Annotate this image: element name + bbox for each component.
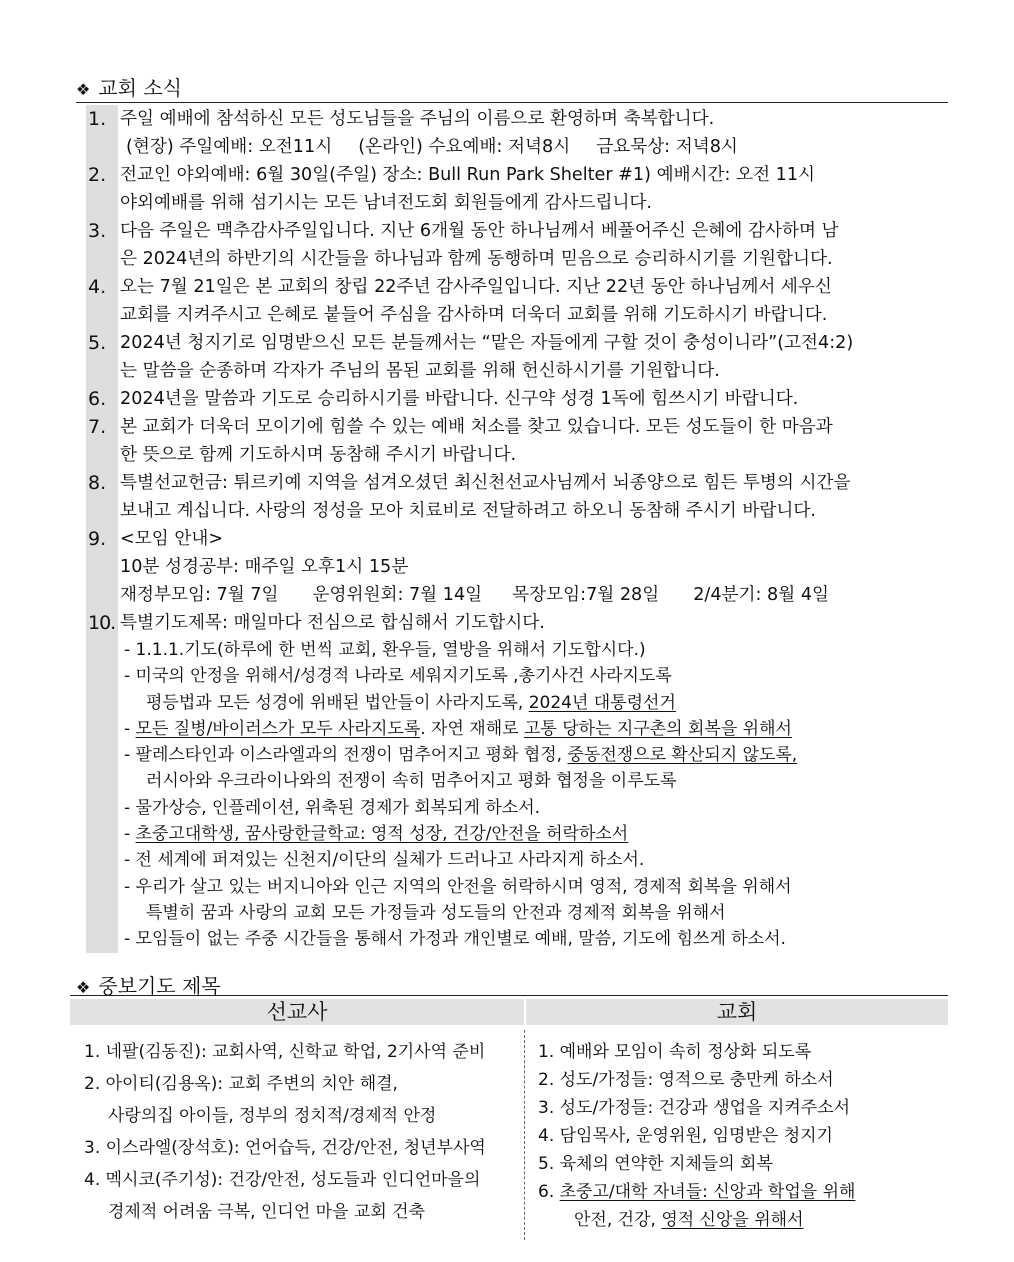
column-divider xyxy=(524,1030,525,1240)
list-item: 4. 담임목사, 운영위원, 임명받은 청지기 xyxy=(538,1126,833,1146)
missionary-list xyxy=(84,1038,520,1226)
church-header: 교회 xyxy=(526,999,948,1025)
list-item: 6. 2024년을 말씀과 기도로 승리하시기를 바랍니다. 신구약 성경 1독에 힘쓰시기 바랍니다. xyxy=(86,385,948,413)
list-item: 2. 아이티(김용옥): 교회 주변의 치안 해결, 사랑의집 아이들, 정부의 정치적/경제적 안정 xyxy=(84,1074,437,1126)
list-item: 4. 오는 7월 21일은 본 교회의 창립 22주년 감사주일입니다. 지난 22년 동안 하나님께서 세우신 교회를 지켜주시고 은혜로 붙들어 주심을 감사하며 더욱더 교회를 위해 기도하시기 바랍니다. xyxy=(86,273,948,329)
list-item: 10. 특별기도제목: 매일마다 전심으로 합심해서 기도합시다. - 1.1.1.기도(하루에 한 번씩 교회, 환우들, 열방을 위해서 기도합시다.) - 미국의 안정을 위해서/성경적 나라로 세워지기도록 ,총기사건 사라지도록 평등법과 모든 성경에 위배된 법안들이 사라지도록, 2024년 대통령선거 - 모든 질병/바이러스가 모두 사라지도록. 자연 재해로 고통 당하는 지구촌의 회복을 위해서 - 팔레스타인과 이스라엘과의 전쟁이 멈추어지고 평화 협정, 중동전쟁으로 확산되지 않도록, 러시아와 우크라이나와의 전쟁이 속히 멈추어지고 평화 협정을 이루도록 - 물가상승, 인플레이션, 위축된 경제가 회복되게 하소서. - 초중고대학생, 꿈사랑한글학교: 영적 성장, 건강/안전을 허락하소서 - 전 세계에 퍼져있는 신천지/이단의 실체가 드러나고 사라지게 하소서. - 우리가 살고 있는 버지니아와 인근 지역의 안전을 허락하시며 영적, 경제적 회복을 위해서 특별히 꿈과 사랑의 교회 모든 가정들과 성도들의 안전과 경제적 회복을 위해서 - 모임들이 없는 주중 시간들을 통해서 가정과 개인별로 예배, 말씀, 기도에 힘쓰게 하소서. xyxy=(86,609,948,953)
list-item: 3. 다음 주일은 맥추감사주일입니다. 지난 6개월 동안 하나님께서 베풀어주신 은혜에 감사하며 남 은 2024년의 하반기의 시간들을 하나님과 함께 동행하며 믿음으로 승리하시기를 기원합니다. xyxy=(86,217,948,273)
list-item: 3. 성도/가정들: 건강과 생업을 지켜주소서 xyxy=(538,1098,851,1118)
list-item: 7. 본 교회가 더욱더 모이기에 힘쓸 수 있는 예배 처소를 찾고 있습니다. 모든 성도들이 한 마음과 한 뜻으로 함께 기도하시며 동참해 주시기 바랍니다. xyxy=(86,413,948,469)
prayer-list: - 1.1.1.기도(하루에 한 번씩 교회, 환우들, 열방을 위해서 기도합시다.) - 미국의 안정을 위해서/성경적 나라로 세워지기도록 ,총기사건 사라지도록 평등법과 모든 성경에 위배된 법안들이 사라지도록, 2024년 대통령선거 - 모든 질병/바이러스가 모두 사라지도록. 자연 재해로 고통 당하는 지구촌의 회복을 위해서 - 팔레스타인과 이스라엘과의 전쟁이 멈추어지고 평화 협정, 중동전쟁으로 확산되지 않도록, 러시아와 우크라이나와의 전쟁이 속히 멈추어지고 평화 협정을 이루도록 - 물가상승, 인플레이션, 위축된 경제가 회복되게 하소서. - 초중고대학생, 꿈사랑한글학교: 영적 성장, 건강/안전을 허락하소서 - 전 세계에 퍼져있는 신천지/이단의 실체가 드러나고 사라지게 하소서. - 우리가 살고 있는 버지니아와 인근 지역의 안전을 허락하시며 영적, 경제적 회복을 위해서 특별히 꿈과 사랑의 교회 모든 가정들과 성도들의 안전과 경제적 회복을 위해서 - 모임들이 없는 주중 시간들을 통해서 가정과 개인별로 예배, 말씀, 기도에 힘쓰게 하소서. xyxy=(124,640,798,950)
list-item: 3. 이스라엘(장석호): 언어습득, 건강/안전, 청년부사역 xyxy=(84,1138,486,1158)
missionary-header: 선교사 xyxy=(70,999,524,1025)
list-item: 2. 성도/가정들: 영적으로 충만케 하소서 xyxy=(538,1070,834,1090)
news-list xyxy=(86,105,948,953)
meeting-schedule: 재정부모임: 7월 7일 운영위원회: 7월 14일 목장모임:7월 28일 2/4분기: 8월 4일 xyxy=(120,585,830,605)
divider xyxy=(70,995,948,996)
divider xyxy=(76,102,948,103)
section-title-intercession: ❖ 중보기도 제목 xyxy=(76,974,221,998)
list-item: 9. <모임 안내> 10분 성경공부: 매주일 오후1시 15분 재정부모임: 7월 7일 운영위원회: 7월 14일 목장모임:7월 28일 2/4분기: 8월 4일 xyxy=(86,525,948,609)
worship-schedule: (현장) 주일예배: 오전11시 (온라인) 수요예배: 저녁8시 금요묵상: 저녁8시 xyxy=(126,137,738,157)
list-item: 1. 네팔(김동진): 교회사역, 신학교 학업, 2기사역 준비 xyxy=(84,1042,486,1062)
list-item: 4. 멕시코(주기성): 건강/안전, 성도들과 인디언마을의 경제적 어려움 극복, 인디언 마을 교회 건축 xyxy=(84,1170,481,1222)
list-item: 2. 전교인 야외예배: 6월 30일(주일) 장소: Bull Run Park Shelter #1) 예배시간: 오전 11시 야외예배를 위해 섬기시는 모든 남녀전도회 회원들에게 감사드립니다. xyxy=(86,161,948,217)
diamond-bullet-icon: ❖ xyxy=(76,978,91,997)
list-item: 5. 2024년 청지기로 임명받으신 모든 분들께서는 “맡은 자들에게 구할 것이 충성이니라”(고전4:2) 는 말씀을 순종하며 각자가 주님의 몸된 교회를 위해 헌신하시기를 기원합니다. xyxy=(86,329,948,385)
church-list: 1. 예배와 모임이 속히 정상화 되도록 2. 성도/가정들: 영적으로 충만케 하소서 3. 성도/가정들: 건강과 생업을 지켜주소서 4. 담임목사, 운영위원, 임명받은 청지기 5. 육체의 연약한 지체들의 회복 6. 초중고/대학 자녀들: 신앙과 학업을 위해 안전, 건강, 영적 신앙을 위해서 xyxy=(538,1038,948,1234)
list-item: 1. 예배와 모임이 속히 정상화 되도록 xyxy=(538,1042,812,1062)
section-title-news: ❖ 교회 소식 xyxy=(76,76,182,100)
list-item: 1. 주일 예배에 참석하신 모든 성도님들을 주님의 이름으로 환영하며 축복합니다. (현장) 주일예배: 오전11시 (온라인) 수요예배: 저녁8시 금요묵상: 저녁8시 xyxy=(86,105,948,161)
list-item: 6. 초중고/대학 자녀들: 신앙과 학업을 위해 xyxy=(538,1182,856,1202)
diamond-bullet-icon: ❖ xyxy=(76,80,91,99)
list-item: 5. 육체의 연약한 지체들의 회복 xyxy=(538,1154,773,1174)
list-item: 8. 특별선교헌금: 튀르키예 지역을 섬겨오셨던 최신천선교사님께서 뇌종양으로 힘든 투병의 시간을 보내고 계십니다. 사랑의 정성을 모아 치료비로 전달하려고 하오니 동참해 주시기 바랍니다. xyxy=(86,469,948,525)
